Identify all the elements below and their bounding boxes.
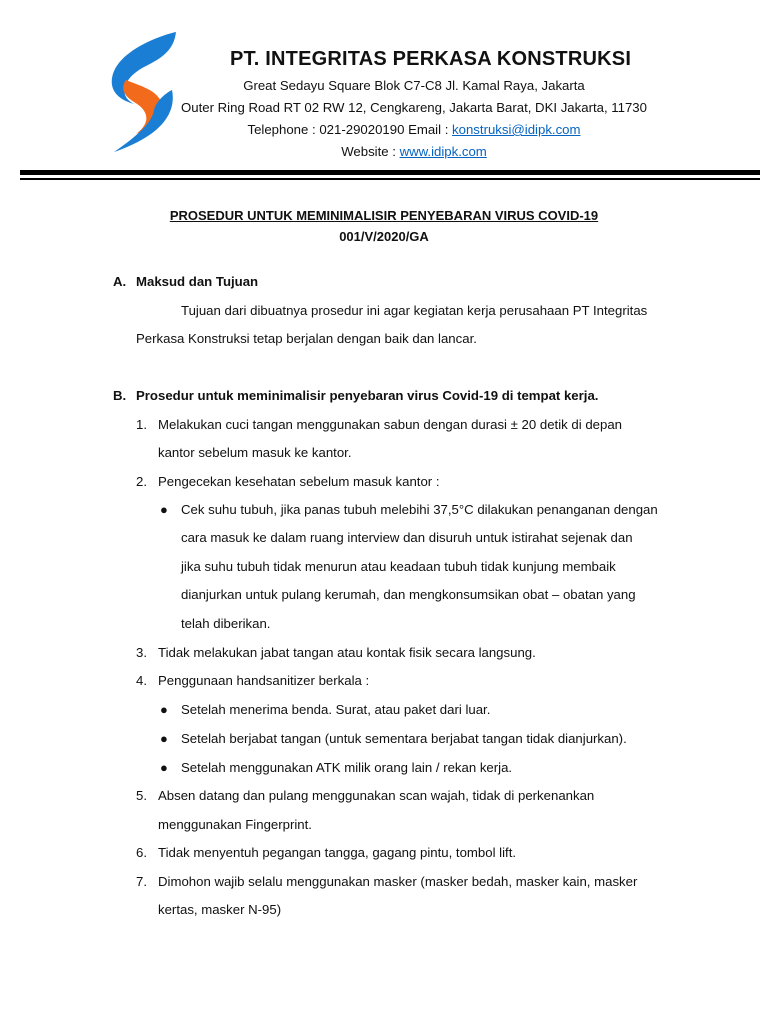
section-b-heading: Prosedur untuk meminimalisir penyebaran virus Covid-19 di tempat kerja. xyxy=(136,388,599,403)
address-line-2: Outer Ring Road RT 02 RW 12, Cengkareng, Jakarta Barat, DKI Jakarta, 11730 xyxy=(181,100,647,115)
header-divider-thin xyxy=(20,178,760,180)
company-name: PT. INTEGRITAS PERKASA KONSTRUKSI xyxy=(230,48,632,70)
bullet-line: cara masuk ke dalam ruang interview dan disuruh untuk istirahat sejenak dan xyxy=(181,530,633,545)
section-a-heading: Maksud dan Tujuan xyxy=(136,274,259,289)
list-item-line: kertas, masker N-95) xyxy=(158,902,282,917)
section-a-marker: A. xyxy=(113,274,127,289)
bullet-dot-icon: ● xyxy=(160,731,168,746)
list-item-line: Melakukan cuci tangan menggunakan sabun dengan durasi ± 20 detik di depan xyxy=(158,417,623,432)
list-item-number: 1. xyxy=(136,417,147,432)
section-b-marker: B. xyxy=(113,388,127,403)
list-item-line: Tidak melakukan jabat tangan atau kontak fisik secara langsung. xyxy=(158,645,536,660)
list-item-number: 2. xyxy=(136,474,147,489)
website-line xyxy=(30,144,768,159)
bullet-line: jika suhu tubuh tidak menurun atau keadaan tubuh tidak kunjung membaik xyxy=(181,559,616,574)
section-a-paragraph-line: Perkasa Konstruksi tetap berjalan dengan baik dan lancar. xyxy=(136,331,477,346)
email-link[interactable]: konstruksi@idipk.com xyxy=(452,122,581,137)
section-a-paragraph-line: Tujuan dari dibuatnya prosedur ini agar kegiatan kerja perusahaan PT Integritas xyxy=(181,303,648,318)
bullet-line: Cek suhu tubuh, jika panas tubuh melebihi 37,5°C dilakukan penanganan dengan xyxy=(181,502,658,517)
telephone-label: Telephone : 021-29020190 Email : xyxy=(247,122,453,137)
list-item-number: 4. xyxy=(136,673,147,688)
list-item-line: Penggunaan handsanitizer berkala : xyxy=(158,673,370,688)
bullet-dot-icon: ● xyxy=(160,502,168,517)
bullet-line: Setelah menerima benda. Surat, atau paket dari luar. xyxy=(181,702,491,717)
bullet-line: dianjurkan untuk pulang kerumah, dan mengkonsumsikan obat – obatan yang xyxy=(181,587,636,602)
address-line-1: Great Sedayu Square Blok C7-C8 Jl. Kamal Raya, Jakarta xyxy=(243,78,585,93)
list-item-line: Tidak menyentuh pegangan tangga, gagang pintu, tombol lift. xyxy=(158,845,517,860)
bullet-line: Setelah menggunakan ATK milik orang lain / rekan kerja. xyxy=(181,760,513,775)
list-item-line: Pengecekan kesehatan sebelum masuk kantor : xyxy=(158,474,440,489)
list-item-number: 6. xyxy=(136,845,147,860)
bullet-dot-icon: ● xyxy=(160,702,168,717)
bullet-line: Setelah berjabat tangan (untuk sementara berjabat tangan tidak dianjurkan). xyxy=(181,731,627,746)
list-item-line: Absen datang dan pulang menggunakan scan wajah, tidak di perkenankan xyxy=(158,788,595,803)
list-item-number: 5. xyxy=(136,788,147,803)
bullet-line: telah diberikan. xyxy=(181,616,271,631)
list-item-line: kantor sebelum masuk ke kantor. xyxy=(158,445,352,460)
document-number: 001/V/2020/GA xyxy=(339,229,429,244)
list-item-number: 7. xyxy=(136,874,147,889)
header-divider-thick xyxy=(20,170,760,175)
list-item-line: Dimohon wajib selalu menggunakan masker (masker bedah, masker kain, masker xyxy=(158,874,638,889)
contact-line xyxy=(30,122,768,137)
list-item-line: menggunakan Fingerprint. xyxy=(158,817,312,832)
list-item-number: 3. xyxy=(136,645,147,660)
website-link[interactable]: www.idipk.com xyxy=(399,144,487,159)
bullet-dot-icon: ● xyxy=(160,760,168,775)
website-label: Website : xyxy=(341,144,400,159)
document-title: PROSEDUR UNTUK MEMINIMALISIR PENYEBARAN VIRUS COVID-19 xyxy=(169,208,599,223)
